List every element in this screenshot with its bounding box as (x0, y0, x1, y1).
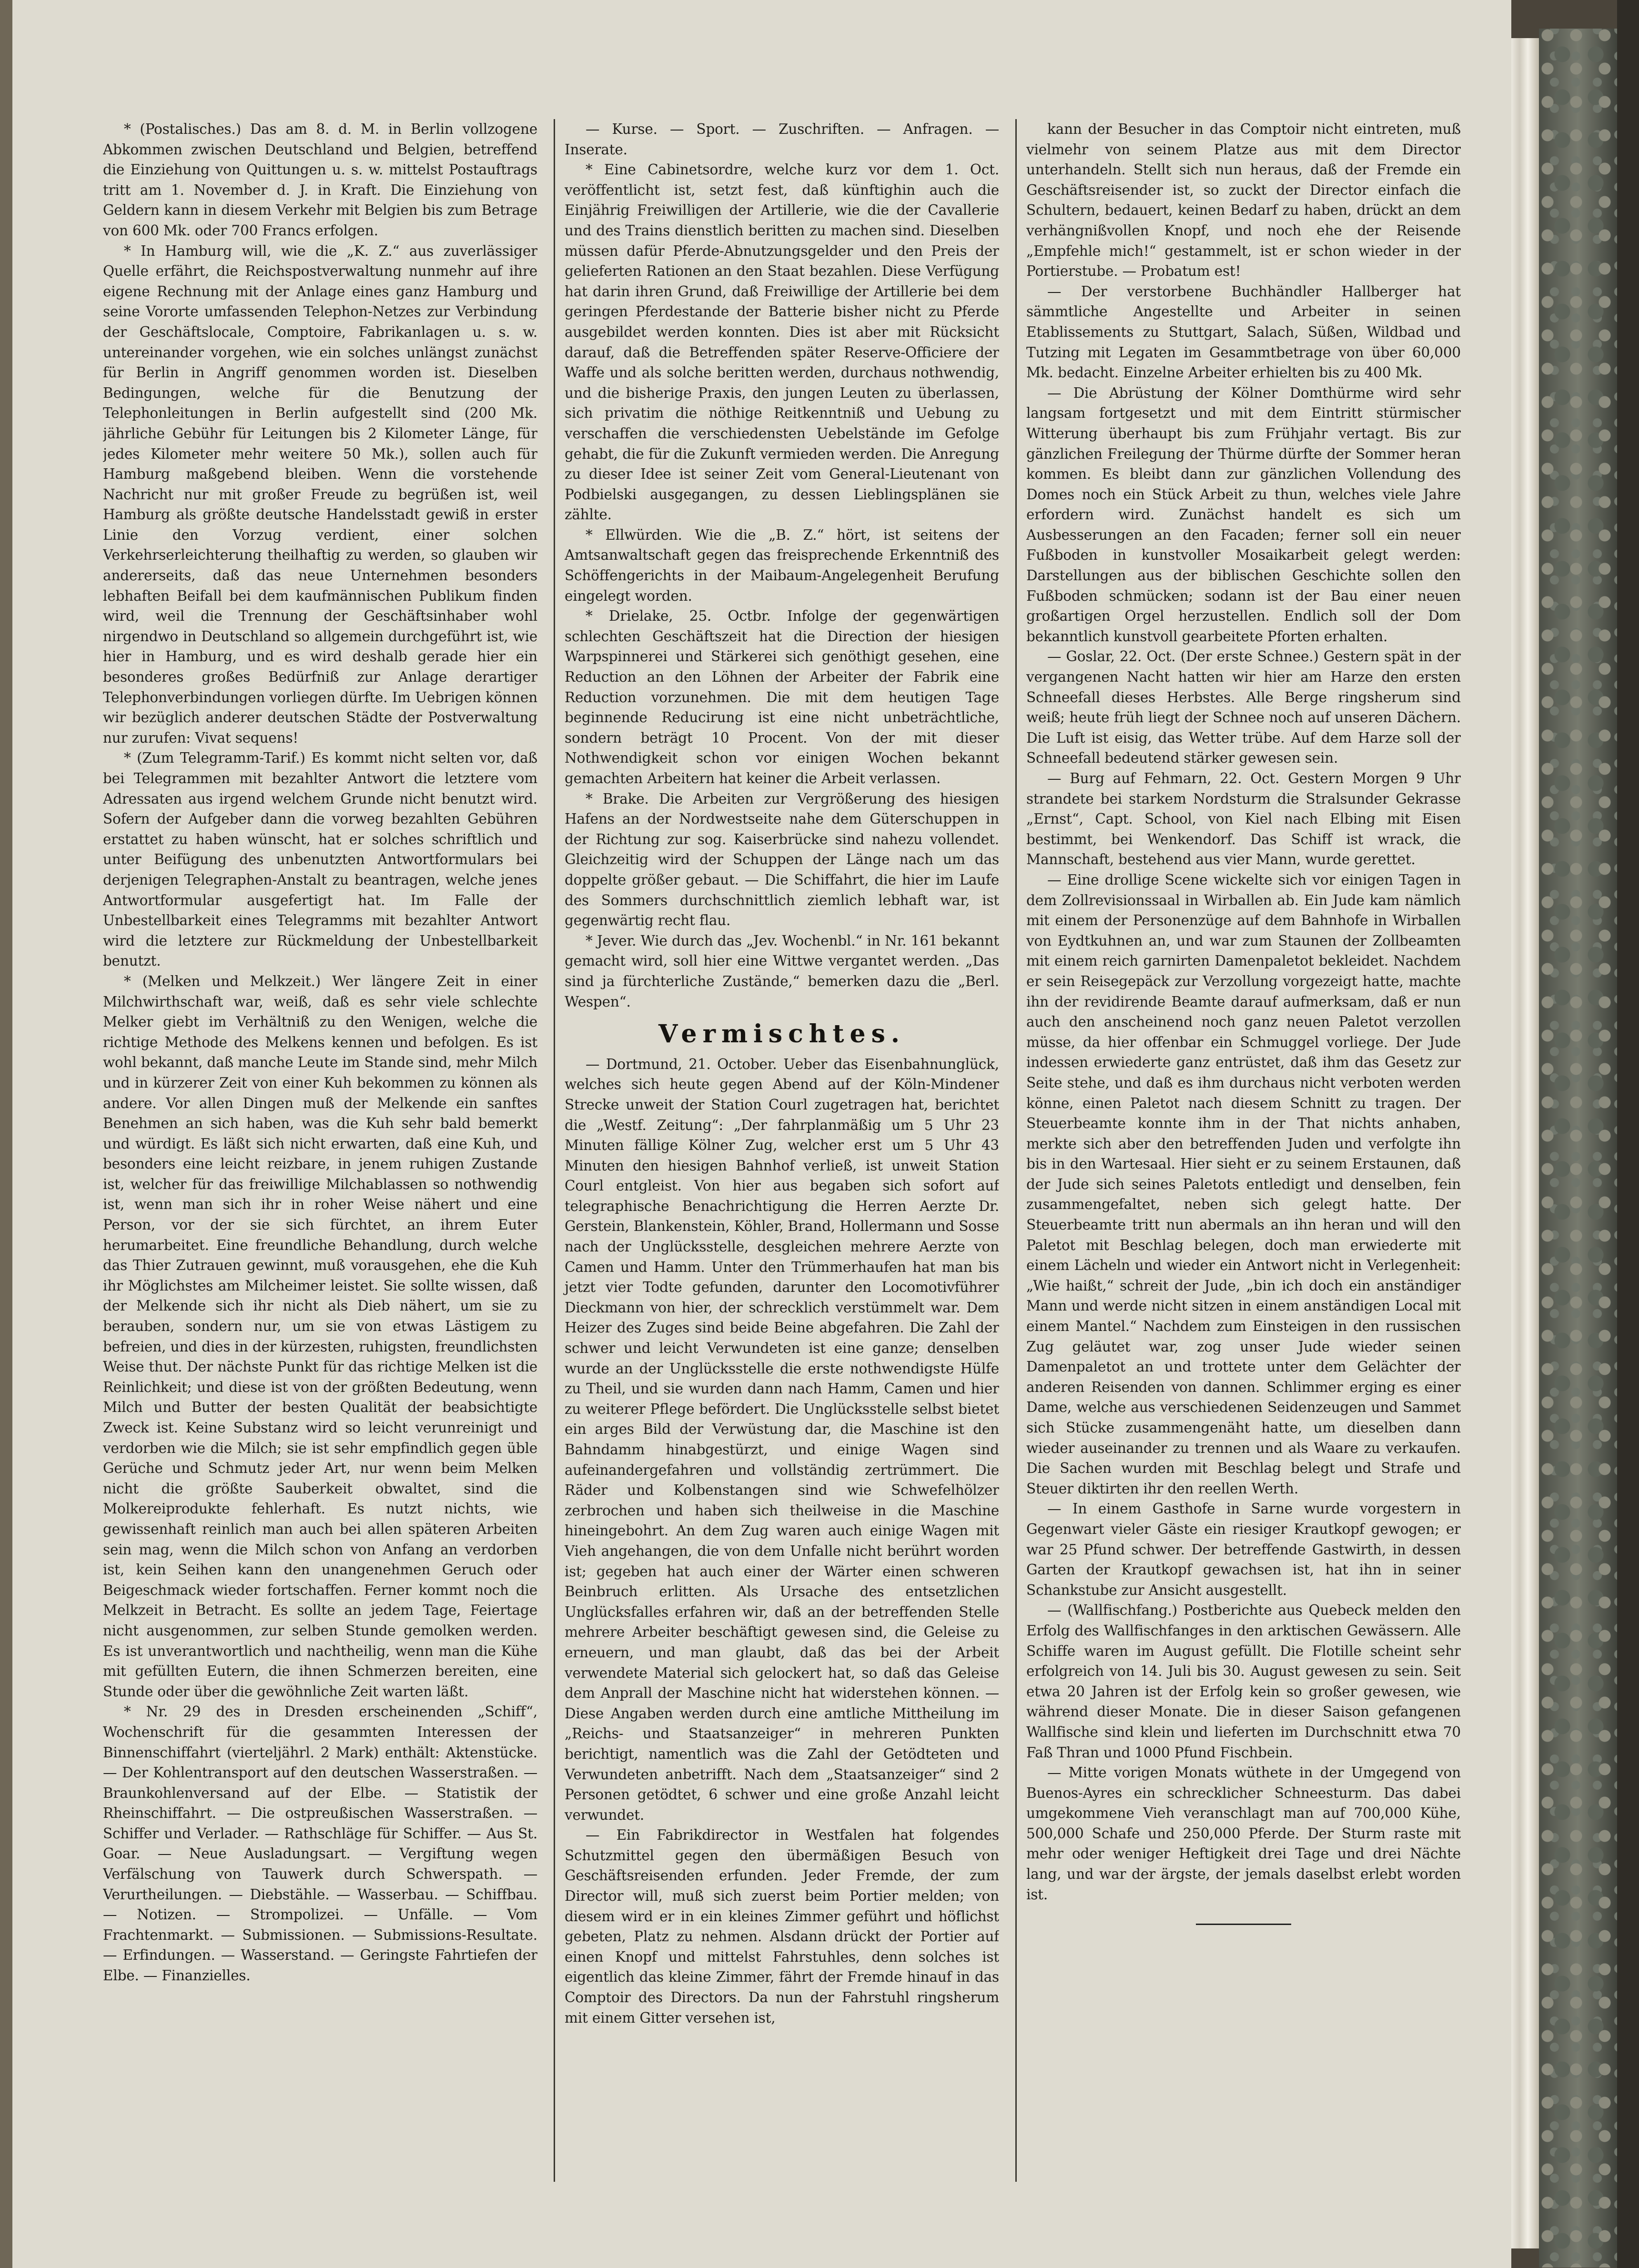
paragraph-koelner-dom: — Die Abrüstung der Kölner Domthürme wird sehr langsam fortgesetzt und mit dem Eintritt stürmischer Witterung überhaupt bis zum Frühjahr vertagt. Bis zur gänzlichen Freilegung der Thürme dürfte der Sommer heran kommen. Es bleibt dann zur gänzlichen Vollendung des Domes noch ein Stück Arbeit zu thun, welches viele Jahre erfordern wird. Zunächst handelt es sich um Ausbesserungen an den Facaden; ferner soll ein neuer Fußboden in kunstvoller Mosaikarbeit gelegt werden: Darstellungen aus der biblischen Geschichte sollen den Fußboden schmücken; sodann ist der Bau einer neuen großartigen Orgel herzustellen. Endlich soll der Dom bekanntlich kunstvoll gearbeitete Pforten erhalten. (1026, 384, 1461, 645)
paragraph-drielake: * Drielake, 25. Octbr. Infolge der gegenwärtigen schlechten Geschäftszeit hat die Direction der hiesigen Warpspinnerei und Stärkerei sich genöthigt gesehen, eine Reduction an den Löhnen der Arbeiter der Fabrik eine Reduction vorzunehmen. Die mit dem heutigen Tage beginnende Reducirung ist eine nicht unbeträchtliche, sondern beträgt 10 Procent. Von der mit dieser Nothwendigkeit schon vor einigen Wochen bekannt gemachten Arbeitern hat keiner die Arbeit verlassen. (565, 608, 999, 786)
paragraph-melken: * (Melken und Melkzeit.) Wer längere Zeit in einer Milchwirthschaft war, weiß, daß es sehr viele schlechte Melker giebt im Verhältniß zu den Wenigen, welche die richtige Methode des Melkens kennen und befolgen. Es ist wohl bekannt, daß manche Leute im Stande sind, mehr Milch und in kürzerer Zeit von einer Kuh bekommen zu können als andere. Vor allen Dingen muß der Melkende ein sanftes Benehmen an sich haben, was die Kuh sehr bald bemerkt und würdigt. Es läßt sich nicht erwarten, daß eine Kuh, und besonders eine leicht reizbare, in jenem ruhigen Zustande ist, welcher für das freiwillige Milchablassen so nothwendig ist, wenn man sich ihr in roher Weise nähert und eine Person, vor der sie sich fürchtet, an ihrem Euter herumarbeitet. Eine freundliche Behandlung, durch welche das Thier Zutrauen gewinnt, muß vorausgehen, ehe die Kuh ihr Möglichstes am Milcheimer leistet. Sie sollte wissen, daß der Melkende sich ihr nicht als Dieb nähert, um sie zu berauben, sondern nur, um sie von etwas Lästigem zu befreien, und dies in der kürzesten, ruhigsten, freundlichsten Weise thut. Der nächste Punkt für das richtige Melken ist die Reinlichkeit; und diese ist von der größten Bedeutung, wenn Milch und Butter der besten Qualität der beabsichtigte Zweck ist. Keine Substanz wird so leicht verunreinigt und verdorben wie die Milch; sie ist sehr empfindlich gegen üble Gerüche und Schmutz jeder Art, nur wenn beim Melken nicht die größte Sauberkeit obwaltet, sind die Molkereiprodukte fehlerhaft. Es nutzt nichts, wie gewissenhaft reinlich man auch bei allen späteren Arbeiten sein mag, wenn die Milch schon von Anfang an verdorben ist, kein Seihen kann den unangenehmen Geruch oder Beigeschmack wieder fortschaffen. Ferner kommt noch die Melkzeit in Betracht. Es sollte an jedem Tage, Feiertage nicht ausgenommen, zur selben Stunde gemolken werden. Es ist unverantwortlich und nachtheilig, wenn man die Kühe mit gefüllten Eutern, die ihnen Schmerzen bereiten, eine Stunde oder über die gewöhnliche Zeit warten läßt. (103, 973, 537, 1700)
paragraph-ellwuerden: * Ellwürden. Wie die „B. Z.“ hört, ist seitens der Amtsanwaltschaft gegen das freisprechende Erkenntniß des Schöffengerichts in der Maibaum-Angelegenheit Berufung eingelegt worden. (565, 526, 999, 604)
paragraph-hallberger: — Der verstorbene Buchhändler Hallberger hat sämmtliche Angestellte und Arbeiter in seinen Etablissements zu Stuttgart, Salach, Süßen, Wildbad und Tutzing mit Legaten im Gesammtbetrage von über 60,000 Mk. bedacht. Einzelne Arbeiter erhielten bis zu 400 Mk. (1026, 283, 1461, 381)
paragraph-wirballen: — Eine drollige Scene wickelte sich vor einigen Tagen in dem Zollrevisionssaal in Wirballen ab. Ein Jude kam nämlich mit einem der Personenzüge auf dem Bahnhofe in Wirballen von Eydtkuhnen an, und war zum Staunen der Zollbeamten mit einem reich garnirten Damenpaletot bekleidet. Nachdem er sein Reisegepäck zur Verzollung vorgezeigt hatte, machte ihn der revidirende Beamte darauf aufmerksam, daß er nun auch den anscheinend noch ganz neuen Paletot verzollen müsse, da hier offenbar ein Schmuggel vorliege. Der Jude indessen erwiederte ganz entrüstet, daß ihm das Gesetz zur Seite stehe, und daß es ihm durchaus nicht verboten werden könne, einen Paletot nach diesem Schnitt zu tragen. Der Steuerbeamte konnte ihm in der That nichts anhaben, merkte sich aber den betreffenden Juden und verfolgte ihn bis in den Wartesaal. Hier sieht er zu seinem Erstaunen, daß der Jude sich seines Paletots entledigt und denselben, fein zusammengefaltet, neben sich gelegt hatte. Der Steuerbeamte tritt nun abermals an ihn heran und will den Paletot mit Beschlag belegen, doch man erwiederte mit einem Lächeln und wieder ein Antwort nicht in Verlegenheit: „Wie haißt,“ schreit der Jude, „bin ich doch ein anständiger Mann und werde nicht sitzen in einem anständigen Local mit einem Mantel.“ Nachdem zum Einsteigen in den russischen Zug geläutet war, zog unser Jude wieder seinen Damenpaletot an und trottete unter dem Gelächter der anderen Reisenden von dannen. Schlimmer erging es einer Dame, welche aus verschiedenen Seidenzeugen und Sammet sich Stücke zusammengenäht hatte, um dieselben dann wieder auseinander zu trennen und als Waare zu verkaufen. Die Sachen wurden mit Beschlag belegt und Strafe und Steuer diktirten ihr den reellen Werth. (1026, 871, 1461, 1497)
paragraph-wallfischfang: — (Wallfischfang.) Postberichte aus Quebeck melden den Erfolg des Wallfischfanges in den arktischen Gewässern. Alle Schiffe waren im August gefüllt. Die Flotille scheint sehr erfolgreich von 14. Juli bis 30. August gewesen zu sein. Seit etwa 20 Jahren ist der Erfolg kein so großer gewesen, wie während dieser Monate. Die in dieser Saison gefangenen Wallfische sind klein und lieferten im Durchschnitt etwa 70 Faß Thran und 1000 Pfund Fischbein. (1026, 1602, 1461, 1761)
paragraph-cabinetsordre: * Eine Cabinetsordre, welche kurz vor dem 1. Oct. veröffentlicht ist, setzt fest, daß künftighin auch die Einjährig Freiwilligen der Artillerie, wie die der Cavallerie und des Trains dienstlich beritten zu machen sind. Dieselben müssen dafür Pferde-Abnutzungsgelder und den Preis der gelieferten Rationen an den Staat bezahlen. Diese Verfügung hat darin ihren Grund, daß Freiwillige der Artillerie bei dem geringen Pferdestande der Batterie bisher nicht zu Pferde ausgebildet werden konnten. Dies ist aber mit Rücksicht darauf, daß die Betreffenden später Reserve-Officiere der Waffe und als solche beritten werden, durchaus nothwendig, und die bisherige Praxis, den jungen Leuten zu überlassen, sich privatim die nöthige Reitkenntniß und Uebung zu verschaffen die verschiedensten Uebelstände im Gefolge gehabt, die für die Zukunft vermieden werden. Die Anregung zu dieser Idee ist seiner Zeit vom General-Lieutenant von Podbielski ausgegangen, zu dessen Lieblingsplänen sie zählte. (565, 161, 999, 523)
text-columns (103, 119, 1461, 2182)
paragraph-telegramm-tarif: * (Zum Telegramm-Tarif.) Es kommt nicht selten vor, daß bei Telegrammen mit bezahlter Antwort die letztere vom Adressaten aus irgend welchem Grunde nicht benutzt wird. Sofern der Aufgeber dann die vorweg bezahlten Gebühren erstattet zu haben wünscht, hat er solches schriftlich und unter Beifügung des unbenutzten Antwortformulars bei derjenigen Telegraphen-Anstalt zu beantragen, welche jenes Antwortformular ausgefertigt hat. Im Falle der Unbestellbarkeit eines Telegramms mit bezahlter Antwort wird die letztere zur Rückmeldung der Unbestellbarkeit benutzt. (103, 750, 537, 969)
paragraph-kurse: — Kurse. — Sport. — Zuschriften. — Anfragen. — Inserate. (565, 121, 999, 158)
paragraph-fabrikdirector: — Ein Fabrikdirector in Westfalen hat folgendes Schutzmittel gegen den übermäßigen Besuch von Geschäftsreisenden erfunden. Jeder Fremde, der zum Director will, muß sich zuerst beim Portier melden; von diesem wird er in ein kleines Zimmer geführt und höflichst gebeten, Platz zu nehmen. Alsdann drückt der Portier auf einen Knopf und mittelst Fahrstuhles, denn solches ist eigentlich das kleine Zimmer, fährt der Fremde hinauf in das Comptoir des Directors. Da nun der Fahrstuhl ringsherum mit einem Gitter versehen ist, (565, 1827, 999, 2026)
book-gutter (0, 0, 12, 2268)
paragraph-burg-fehmarn: — Burg auf Fehmarn, 22. Oct. Gestern Morgen 9 Uhr strandete bei starkem Nordsturm die Stralsunder Gekrasse „Ernst“, Capt. School, von Kiel nach Elbing mit Eisen bestimmt, bei Wenkendorf. Das Schiff ist wrack, die Mannschaft, bestehend aus vier Mann, wurde gerettet. (1026, 770, 1461, 868)
newspaper-page (12, 0, 1511, 2268)
section-heading-vermischtes: Vermischtes. (658, 1019, 906, 1049)
paragraph-goslar: — Goslar, 22. Oct. (Der erste Schnee.) Gestern spät in der vergangenen Nacht hatten wir hier am Harze den ersten Schneefall dieses Herbstes. Alle Berge ringsherum sind weiß; heute früh liegt der Schnee noch auf unseren Dächern. Die Luft ist eisig, das Wetter trübe. Auf dem Harze soll der Schneefall bedeutend stärker gewesen sein. (1026, 648, 1461, 766)
paragraph-postalisches: * (Postalisches.) Das am 8. d. M. in Berlin vollzogene Abkommen zwischen Deutschland und Belgien, betreffend die Einziehung von Quittungen u. s. w. mittelst Postauftrags tritt am 1. November d. J. in Kraft. Die Einziehung von Geldern kann in diesem Verkehr mit Belgien bis zum Betrage von 600 Mk. oder 700 Francs erfolgen. (103, 121, 537, 239)
page-stack-edge (1511, 38, 1539, 2248)
end-rule (1196, 1924, 1291, 1925)
book-spine (1617, 0, 1639, 2268)
paragraph-hamburg-telephon: * In Hamburg will, wie die „K. Z.“ aus zuverlässiger Quelle erfährt, die Reichspostverwaltung nunmehr auf ihre eigene Rechnung mit der Anlage eines ganz Hamburg und seine Vororte umfassenden Telephon-Netzes zur Verbindung der Geschäftslocale, Comptoire, Fabrikanlagen u. s. w. untereinander vorgehen, wie ein solches unlängst zunächst für Berlin in Angriff genommen worden ist. Dieselben Bedingungen, welche für die Benutzung der Telephonleitungen in Berlin aufgestellt sind (200 Mk. jährliche Gebühr für Leitungen bis 2 Kilometer Länge, für jedes Kilometer mehr weitere 50 Mk.), sollen auch für Hamburg maßgebend bleiben. Wenn die vorstehende Nachricht nur mit großer Freude zu begrüßen ist, weil Hamburg als größte deutsche Handelsstadt gewiß in erster Linie den Vorzug verdient, einer solchen Verkehrserleichterung theilhaftig zu werden, so glauben wir andererseits, daß das neue Unternehmen besonders lebhaften Beifall bei dem kaufmännischen Publikum finden wird, weil die Trennung der Geschäftsinhaber wohl nirgendwo in Deutschland so allgemein durchgeführt ist, wie hier in Hamburg, und es wird deshalb gerade hier ein besonderes großes Bedürfniß zur Anlage derartiger Telephonverbindungen vorliegen dürfte. Im Uebrigen können wir bezüglich anderer deutschen Städte der Postverwaltung nur zurufen: Vivat sequens! (103, 242, 537, 746)
column-2 (554, 119, 999, 2182)
paragraph-comptoir: kann der Besucher in das Comptoir nicht eintreten, muß vielmehr von seinem Platze aus mit dem Director unterhandeln. Stellt sich nun heraus, daß der Fremde ein Geschäftsreisender ist, so zuckt der Director einfach die Schultern, bedauert, keinen Bedarf zu haben, drückt an dem verhängnißvollen Knopf, und noch ehe der Reisende „Empfehle mich!“ gestammelt, ist er schon wieder in der Portierstube. — Probatum est! (1026, 121, 1461, 280)
column-3 (1015, 119, 1461, 2182)
paragraph-buenos-ayres: — Mitte vorigen Monats wüthete in der Umgegend von Buenos-Ayres ein schrecklicher Schneesturm. Das dabei umgekommene Vieh veranschlagt man auf 700,000 Kühe, 500,000 Schafe und 250,000 Pferde. Der Sturm raste mit mehr oder weniger Heftigkeit drei Tage und drei Nächte lang, und war der ärgste, der jemals daselbst erlebt worden ist. (1026, 1764, 1461, 1903)
paragraph-sarne: — In einem Gasthofe in Sarne wurde vorgestern in Gegenwart vieler Gäste ein riesiger Krautkopf gewogen; er war 25 Pfund schwer. Der betreffende Gastwirth, in dessen Garten der Krautkopf gewachsen ist, hat ihn in seiner Schankstube zur Ansicht ausgestellt. (1026, 1501, 1461, 1598)
paragraph-jever: * Jever. Wie durch das „Jev. Wochenbl.“ in Nr. 161 bekannt gemacht wird, soll hier eine Wittwe vergantet werden. „Das sind ja fürchterliche Zustände,“ bemerken dazu die „Berl. Wespen“. (565, 932, 999, 1010)
paragraph-dortmund: — Dortmund, 21. October. Ueber das Eisenbahnunglück, welches sich heute gegen Abend auf der Köln-Mindener Strecke unweit der Station Courl zugetragen hat, berichtet die „Westf. Zeitung“: „Der fahrplanmäßig um 5 Uhr 23 Minuten fällige Kölner Zug, welcher erst um 5 Uhr 43 Minuten den hiesigen Bahnhof verließ, ist unweit Station Courl entgleist. Von hier aus begaben sich sofort auf telegraphische Benachrichtigung die Herren Aerzte Dr. Gerstein, Blankenstein, Köhler, Brand, Hollermann und Sosse nach der Unglücksstelle, desgleichen mehrere Aerzte von Camen und Hamm. Unter den Trümmerhaufen hat man bis jetzt vier Todte gefunden, darunter den Locomotivführer Dieckmann von hier, der schrecklich verstümmelt war. Dem Heizer des Zuges sind beide Beine abgefahren. Die Zahl der schwer und leicht Verwundeten ist eine ganze; denselben wurde an der Unglücksstelle die erste nothwendigste Hülfe zu Theil, und sie wurden dann nach Hamm, Camen und hier zu weiterer Pflege befördert. Die Unglücksstelle selbst bietet ein arges Bild der Verwüstung dar, die Maschine ist den Bahndamm hinabgestürzt, und einige Wagen sind aufeinandergefahren und vollständig zertrümmert. Die Räder und Kolbenstangen sind wie Schwefelhölzer zerbrochen und haben sich theilweise in die Maschine hineingebohrt. An dem Zug waren auch einige Wagen mit Vieh angehangen, die von dem Unfalle nicht berührt worden ist; gegeben hat auch einer der Wärter einen schweren Beinbruch erlitten. Als Ursache des entsetzlichen Unglücksfalles erfahren wir, daß an der betreffenden Stelle mehrere Arbeiter beschäftigt gewesen sind, die Geleise zu erneuern, und man glaubt, daß das bei der Arbeit verwendete Material sich gelockert hat, so daß das Geleise dem Anprall der Maschine nicht hat widerstehen können. — Diese Angaben werden durch eine amtliche Mittheilung im „Reichs- und Staatsanzeiger“ in mehreren Punkten berichtigt, namentlich was die Zahl der Getödteten und Verwundeten anbetrifft. Nach dem „Staatsanzeiger“ sind 2 Personen getödtet, 6 schwer und eine große Anzahl leicht verwundet. (565, 1056, 999, 1823)
column-1 (103, 119, 537, 2182)
paragraph-brake: * Brake. Die Arbeiten zur Vergrößerung des hiesigen Hafens an der Nordwestseite nahe dem Güterschuppen in der Richtung zur sog. Kaiserbrücke sind nahezu vollendet. Gleichzeitig wird der Schuppen der Länge nach um das doppelte größer gebaut. — Die Schiffahrt, die hier im Laufe des Sommers durchschnittlich ziemlich lebhaft war, ist gegenwärtig recht flau. (565, 790, 999, 929)
paragraph-schiff-wochenschrift: * Nr. 29 des in Dresden erscheinenden „Schiff“, Wochenschrift für die gesammten Interessen der Binnenschiffahrt (vierteljährl. 2 Mark) enthält: Aktenstücke. — Der Kohlentransport auf den deutschen Wasserstraßen. — Braunkohlenversand auf der Elbe. — Statistik der Rheinschiffahrt. — Die ostpreußischen Wasserstraßen. — Schiffer und Verlader. — Rathschläge für Schiffer. — Aus St. Goar. — Neue Ausladungsart. — Vergiftung wegen Verfälschung von Tauwerk durch Schwerspath. — Verurtheilungen. — Diebstähle. — Wasserbau. — Schiffbau. — Notizen. — Strompolizei. — Unfälle. — Vom Frachtenmarkt. — Submissionen. — Submissions-Resultate. — Erfindungen. — Wasserstand. — Geringste Fahrtiefen der Elbe. — Finanzielles. (103, 1704, 537, 1984)
marbled-edge (1539, 29, 1617, 2268)
